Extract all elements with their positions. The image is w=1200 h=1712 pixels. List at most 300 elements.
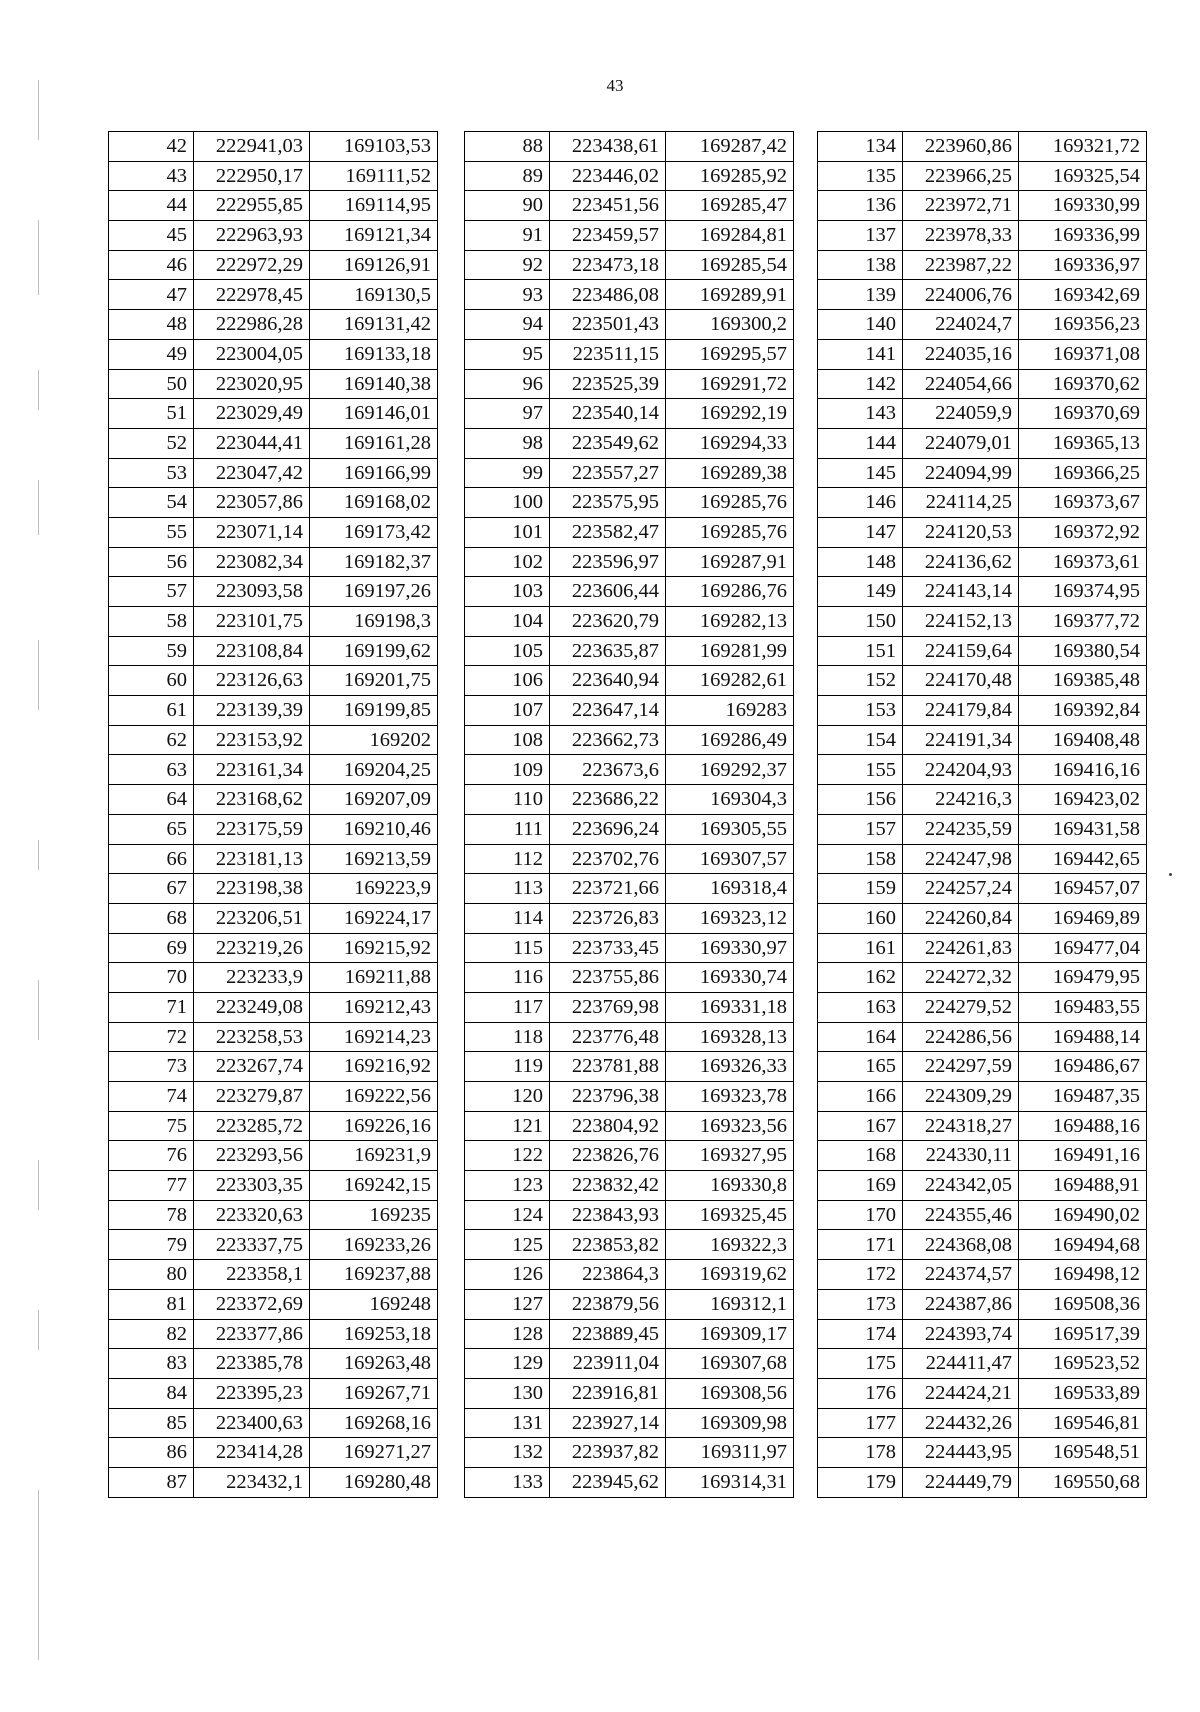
y-coordinate-cell: 169295,57 [666,339,794,369]
point-number-cell: 139 [818,280,903,310]
point-number-cell: 152 [818,666,903,696]
y-coordinate-cell: 169126,91 [310,250,438,280]
x-coordinate-cell: 224204,93 [903,755,1019,785]
x-coordinate-cell: 224411,47 [903,1349,1019,1379]
y-coordinate-cell: 169370,69 [1019,399,1147,429]
point-number-cell: 89 [465,161,550,191]
table-row [818,577,1147,607]
x-coordinate-cell: 224170,48 [903,666,1019,696]
y-coordinate-cell: 169182,37 [310,547,438,577]
point-number-cell: 62 [109,725,194,755]
y-coordinate-cell: 169198,3 [310,607,438,637]
point-number-cell: 179 [818,1467,903,1497]
y-coordinate-cell: 169223,9 [310,874,438,904]
x-coordinate-cell: 223832,42 [550,1171,666,1201]
y-coordinate-cell: 169323,78 [666,1082,794,1112]
table-row [818,874,1147,904]
y-coordinate-cell: 169330,74 [666,963,794,993]
y-coordinate-cell: 169494,68 [1019,1230,1147,1260]
y-coordinate-cell: 169365,13 [1019,428,1147,458]
y-coordinate-cell: 169248 [310,1289,438,1319]
y-coordinate-cell: 169483,55 [1019,992,1147,1022]
x-coordinate-cell: 223126,63 [194,666,310,696]
point-number-cell: 127 [465,1289,550,1319]
table-row [109,517,438,547]
y-coordinate-cell: 169308,56 [666,1378,794,1408]
point-number-cell: 119 [465,1052,550,1082]
y-coordinate-cell: 169211,88 [310,963,438,993]
y-coordinate-cell: 169168,02 [310,488,438,518]
y-coordinate-cell: 169488,91 [1019,1171,1147,1201]
x-coordinate-cell: 224432,26 [903,1408,1019,1438]
table-row [109,725,438,755]
point-number-cell: 147 [818,517,903,547]
x-coordinate-cell: 223978,33 [903,221,1019,251]
table-row [818,1171,1147,1201]
x-coordinate-cell: 224120,53 [903,517,1019,547]
y-coordinate-cell: 169294,33 [666,428,794,458]
x-coordinate-cell: 224257,24 [903,874,1019,904]
y-coordinate-cell: 169377,72 [1019,607,1147,637]
table-row [818,963,1147,993]
y-coordinate-cell: 169283 [666,696,794,726]
table-row [818,666,1147,696]
table-row [818,933,1147,963]
y-coordinate-cell: 169197,26 [310,577,438,607]
point-number-cell: 78 [109,1200,194,1230]
y-coordinate-cell: 169285,76 [666,488,794,518]
table-row [109,636,438,666]
x-coordinate-cell: 223796,38 [550,1082,666,1112]
x-coordinate-cell: 223395,23 [194,1378,310,1408]
table-row [465,785,794,815]
y-coordinate-cell: 169226,16 [310,1111,438,1141]
y-coordinate-cell: 169173,42 [310,517,438,547]
y-coordinate-cell: 169214,23 [310,1022,438,1052]
point-number-cell: 65 [109,814,194,844]
x-coordinate-cell: 223686,22 [550,785,666,815]
y-coordinate-cell: 169423,02 [1019,785,1147,815]
table-row [109,755,438,785]
y-coordinate-cell: 169271,27 [310,1438,438,1468]
y-coordinate-cell: 169235 [310,1200,438,1230]
y-coordinate-cell: 169309,98 [666,1408,794,1438]
x-coordinate-cell: 223451,56 [550,191,666,221]
point-number-cell: 120 [465,1082,550,1112]
table-row [109,161,438,191]
table-row [465,369,794,399]
coordinates-table-1 [108,131,438,1498]
table-row [465,696,794,726]
table-row [109,488,438,518]
y-coordinate-cell: 169282,13 [666,607,794,637]
point-number-cell: 87 [109,1467,194,1497]
table-row [465,577,794,607]
x-coordinate-cell: 224260,84 [903,903,1019,933]
point-number-cell: 142 [818,369,903,399]
table-row [465,1111,794,1141]
table-row [465,1467,794,1497]
table-row [818,1289,1147,1319]
x-coordinate-cell: 224216,3 [903,785,1019,815]
point-number-cell: 92 [465,250,550,280]
x-coordinate-cell: 223804,92 [550,1111,666,1141]
table-row [818,607,1147,637]
point-number-cell: 59 [109,636,194,666]
point-number-cell: 128 [465,1319,550,1349]
x-coordinate-cell: 223937,82 [550,1438,666,1468]
x-coordinate-cell: 223233,9 [194,963,310,993]
point-number-cell: 82 [109,1319,194,1349]
table-row [109,844,438,874]
table-row [109,547,438,577]
y-coordinate-cell: 169336,99 [1019,221,1147,251]
table-row [818,221,1147,251]
x-coordinate-cell: 223549,62 [550,428,666,458]
table-row [465,933,794,963]
table-row [465,428,794,458]
table-row [818,1022,1147,1052]
x-coordinate-cell: 223911,04 [550,1349,666,1379]
y-coordinate-cell: 169330,97 [666,933,794,963]
table-row [109,1349,438,1379]
point-number-cell: 71 [109,992,194,1022]
y-coordinate-cell: 169213,59 [310,844,438,874]
point-number-cell: 176 [818,1378,903,1408]
table-row [109,992,438,1022]
table-row [465,161,794,191]
table-row [109,933,438,963]
table-row [109,339,438,369]
point-number-cell: 54 [109,488,194,518]
point-number-cell: 149 [818,577,903,607]
x-coordinate-cell: 223258,53 [194,1022,310,1052]
y-coordinate-cell: 169309,17 [666,1319,794,1349]
x-coordinate-cell: 223606,44 [550,577,666,607]
x-coordinate-cell: 223153,92 [194,725,310,755]
x-coordinate-cell: 224191,34 [903,725,1019,755]
y-coordinate-cell: 169307,57 [666,844,794,874]
point-number-cell: 69 [109,933,194,963]
y-coordinate-cell: 169305,55 [666,814,794,844]
point-number-cell: 159 [818,874,903,904]
point-number-cell: 145 [818,458,903,488]
point-number-cell: 125 [465,1230,550,1260]
y-coordinate-cell: 169322,3 [666,1230,794,1260]
y-coordinate-cell: 169312,1 [666,1289,794,1319]
x-coordinate-cell: 223960,86 [903,132,1019,162]
table-row [818,1319,1147,1349]
table-row [109,577,438,607]
point-number-cell: 115 [465,933,550,963]
x-coordinate-cell: 224355,46 [903,1200,1019,1230]
y-coordinate-cell: 169323,12 [666,903,794,933]
point-number-cell: 114 [465,903,550,933]
point-number-cell: 173 [818,1289,903,1319]
x-coordinate-cell: 223596,97 [550,547,666,577]
point-number-cell: 44 [109,191,194,221]
x-coordinate-cell: 224387,86 [903,1289,1019,1319]
y-coordinate-cell: 169253,18 [310,1319,438,1349]
point-number-cell: 155 [818,755,903,785]
y-coordinate-cell: 169533,89 [1019,1378,1147,1408]
table-row [465,725,794,755]
x-coordinate-cell: 222978,45 [194,280,310,310]
y-coordinate-cell: 169457,07 [1019,874,1147,904]
table-row [465,250,794,280]
point-number-cell: 131 [465,1408,550,1438]
table-row [818,725,1147,755]
x-coordinate-cell: 223198,38 [194,874,310,904]
point-number-cell: 51 [109,399,194,429]
table-row [818,132,1147,162]
x-coordinate-cell: 224374,57 [903,1260,1019,1290]
point-number-cell: 165 [818,1052,903,1082]
y-coordinate-cell: 169161,28 [310,428,438,458]
point-number-cell: 106 [465,666,550,696]
point-number-cell: 96 [465,369,550,399]
table-row [465,607,794,637]
y-coordinate-cell: 169285,54 [666,250,794,280]
table-row [818,1408,1147,1438]
x-coordinate-cell: 223279,87 [194,1082,310,1112]
y-coordinate-cell: 169373,67 [1019,488,1147,518]
table-row [465,1438,794,1468]
x-coordinate-cell: 224318,27 [903,1111,1019,1141]
table-row [109,1082,438,1112]
x-coordinate-cell: 223029,49 [194,399,310,429]
point-number-cell: 61 [109,696,194,726]
y-coordinate-cell: 169373,61 [1019,547,1147,577]
x-coordinate-cell: 224114,25 [903,488,1019,518]
x-coordinate-cell: 223853,82 [550,1230,666,1260]
x-coordinate-cell: 223647,14 [550,696,666,726]
y-coordinate-cell: 169304,3 [666,785,794,815]
point-number-cell: 70 [109,963,194,993]
table-row [818,488,1147,518]
x-coordinate-cell: 222986,28 [194,310,310,340]
table-row [109,1467,438,1497]
x-coordinate-cell: 223377,86 [194,1319,310,1349]
x-coordinate-cell: 223168,62 [194,785,310,815]
y-coordinate-cell: 169282,61 [666,666,794,696]
y-coordinate-cell: 169490,02 [1019,1200,1147,1230]
point-number-cell: 177 [818,1408,903,1438]
point-number-cell: 85 [109,1408,194,1438]
x-coordinate-cell: 224297,59 [903,1052,1019,1082]
point-number-cell: 168 [818,1141,903,1171]
x-coordinate-cell: 223486,08 [550,280,666,310]
table-row [818,1378,1147,1408]
table-row [465,132,794,162]
y-coordinate-cell: 169222,56 [310,1082,438,1112]
table-row [465,874,794,904]
x-coordinate-cell: 223582,47 [550,517,666,547]
y-coordinate-cell: 169201,75 [310,666,438,696]
y-coordinate-cell: 169469,89 [1019,903,1147,933]
y-coordinate-cell: 169121,34 [310,221,438,251]
point-number-cell: 122 [465,1141,550,1171]
x-coordinate-cell: 223972,71 [903,191,1019,221]
table-row [818,280,1147,310]
y-coordinate-cell: 169323,56 [666,1111,794,1141]
x-coordinate-cell: 222941,03 [194,132,310,162]
table-row [109,1200,438,1230]
x-coordinate-cell: 222963,93 [194,221,310,251]
table-row [109,250,438,280]
y-coordinate-cell: 169140,38 [310,369,438,399]
table-row [109,874,438,904]
y-coordinate-cell: 169300,2 [666,310,794,340]
x-coordinate-cell: 223826,76 [550,1141,666,1171]
point-number-cell: 58 [109,607,194,637]
table-row [465,1171,794,1201]
point-number-cell: 80 [109,1260,194,1290]
x-coordinate-cell: 223432,1 [194,1467,310,1497]
x-coordinate-cell: 223139,39 [194,696,310,726]
table-row [818,814,1147,844]
x-coordinate-cell: 223293,56 [194,1141,310,1171]
point-number-cell: 94 [465,310,550,340]
point-number-cell: 167 [818,1111,903,1141]
y-coordinate-cell: 169207,09 [310,785,438,815]
x-coordinate-cell: 223945,62 [550,1467,666,1497]
point-number-cell: 56 [109,547,194,577]
x-coordinate-cell: 223702,76 [550,844,666,874]
x-coordinate-cell: 223755,86 [550,963,666,993]
y-coordinate-cell: 169292,19 [666,399,794,429]
table-row [465,1378,794,1408]
y-coordinate-cell: 169318,4 [666,874,794,904]
point-number-cell: 91 [465,221,550,251]
x-coordinate-cell: 223620,79 [550,607,666,637]
x-coordinate-cell: 223337,75 [194,1230,310,1260]
y-coordinate-cell: 169231,9 [310,1141,438,1171]
x-coordinate-cell: 224035,16 [903,339,1019,369]
x-coordinate-cell: 223446,02 [550,161,666,191]
x-coordinate-cell: 223161,34 [194,755,310,785]
point-number-cell: 170 [818,1200,903,1230]
x-coordinate-cell: 223108,84 [194,636,310,666]
x-coordinate-cell: 224286,56 [903,1022,1019,1052]
table-row [818,1111,1147,1141]
x-coordinate-cell: 224279,52 [903,992,1019,1022]
y-coordinate-cell: 169111,52 [310,161,438,191]
y-coordinate-cell: 169202 [310,725,438,755]
table-row [109,696,438,726]
point-number-cell: 90 [465,191,550,221]
table-row [109,369,438,399]
y-coordinate-cell: 169498,12 [1019,1260,1147,1290]
y-coordinate-cell: 169281,99 [666,636,794,666]
point-number-cell: 57 [109,577,194,607]
table-row [109,1111,438,1141]
y-coordinate-cell: 169477,04 [1019,933,1147,963]
table-row [818,369,1147,399]
point-number-cell: 118 [465,1022,550,1052]
table-row [818,428,1147,458]
table-row [465,191,794,221]
y-coordinate-cell: 169517,39 [1019,1319,1147,1349]
y-coordinate-cell: 169287,91 [666,547,794,577]
table-row [109,785,438,815]
table-row [109,814,438,844]
scan-margin-marks [38,80,39,1660]
x-coordinate-cell: 223769,98 [550,992,666,1022]
table-row [465,814,794,844]
point-number-cell: 60 [109,666,194,696]
y-coordinate-cell: 169130,5 [310,280,438,310]
y-coordinate-cell: 169416,16 [1019,755,1147,785]
point-number-cell: 113 [465,874,550,904]
y-coordinate-cell: 169314,31 [666,1467,794,1497]
x-coordinate-cell: 223733,45 [550,933,666,963]
point-number-cell: 150 [818,607,903,637]
x-coordinate-cell: 223020,95 [194,369,310,399]
point-number-cell: 169 [818,1171,903,1201]
table-row [109,221,438,251]
y-coordinate-cell: 169242,15 [310,1171,438,1201]
point-number-cell: 138 [818,250,903,280]
x-coordinate-cell: 223879,56 [550,1289,666,1319]
point-number-cell: 151 [818,636,903,666]
point-number-cell: 84 [109,1378,194,1408]
table-row [109,428,438,458]
y-coordinate-cell: 169366,25 [1019,458,1147,488]
y-coordinate-cell: 169166,99 [310,458,438,488]
point-number-cell: 50 [109,369,194,399]
x-coordinate-cell: 223249,08 [194,992,310,1022]
y-coordinate-cell: 169488,14 [1019,1022,1147,1052]
y-coordinate-cell: 169491,16 [1019,1141,1147,1171]
table-row [465,1200,794,1230]
table-row [465,963,794,993]
y-coordinate-cell: 169325,45 [666,1200,794,1230]
x-coordinate-cell: 223206,51 [194,903,310,933]
y-coordinate-cell: 169280,48 [310,1467,438,1497]
y-coordinate-cell: 169548,51 [1019,1438,1147,1468]
x-coordinate-cell: 224136,62 [903,547,1019,577]
y-coordinate-cell: 169267,71 [310,1378,438,1408]
point-number-cell: 153 [818,696,903,726]
point-number-cell: 126 [465,1260,550,1290]
table-row [465,488,794,518]
point-number-cell: 77 [109,1171,194,1201]
y-coordinate-cell: 169380,54 [1019,636,1147,666]
x-coordinate-cell: 224143,14 [903,577,1019,607]
table-row [109,1022,438,1052]
table-row [465,1319,794,1349]
y-coordinate-cell: 169550,68 [1019,1467,1147,1497]
y-coordinate-cell: 169392,84 [1019,696,1147,726]
point-number-cell: 162 [818,963,903,993]
table-row [109,458,438,488]
y-coordinate-cell: 169442,65 [1019,844,1147,874]
point-number-cell: 140 [818,310,903,340]
x-coordinate-cell: 223501,43 [550,310,666,340]
point-number-cell: 68 [109,903,194,933]
x-coordinate-cell: 223557,27 [550,458,666,488]
point-number-cell: 166 [818,1082,903,1112]
table-row [109,1230,438,1260]
point-number-cell: 100 [465,488,550,518]
x-coordinate-cell: 223071,14 [194,517,310,547]
y-coordinate-cell: 169289,38 [666,458,794,488]
table-row [818,161,1147,191]
table-row [818,1467,1147,1497]
x-coordinate-cell: 222955,85 [194,191,310,221]
x-coordinate-cell: 224006,76 [903,280,1019,310]
